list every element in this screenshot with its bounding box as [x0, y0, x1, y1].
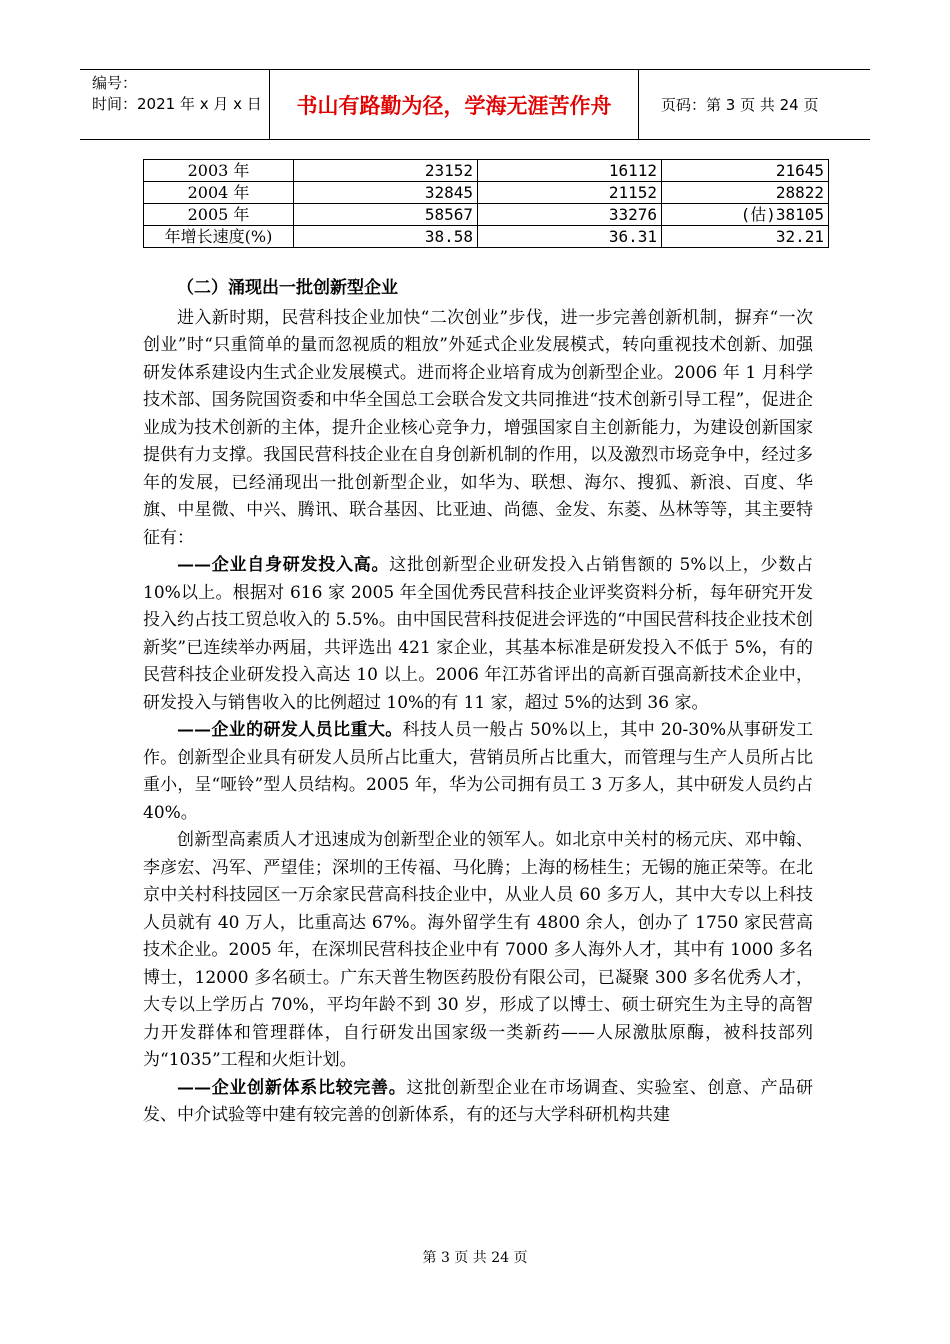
table-cell: 2003 年: [144, 160, 294, 182]
page-header: [80, 69, 870, 140]
paragraph-4: 创新型高素质人才迅速成为创新型企业的领军人。如北京中关村的杨元庆、邓中翰、李彦宏、冯军、严望佳；深圳的王传福、马化腾；上海的杨桂生；无锡的施正荣等。在北京中关村科技园区一万余家民营高科技企业中，从业人员 60 多万人，其中大专以上科技人员就有 40 万人，比重高达 67%。海外留学生有 4800 余人，创办了 1750 家民营高技术企业。2005 年，在深圳民营科技企业中有 7000 多人海外人才，其中有 1000 多名博士，12000 多名硕士。广东天普生物医药股份有限公司，已凝聚 300 多名优秀人才，大专以上学历占 70%，平均年龄不到 30 岁，形成了以博士、硕士研究生为主导的高智力开发群体和管理群体，自行研发出国家级一类新药——人尿激肽原酶，被科技部列为“1035”工程和火炬计划。: [143, 830, 813, 1070]
table-cell: 23152: [294, 160, 478, 182]
table-cell: 年增长速度(%): [144, 226, 294, 248]
table-cell: 28822: [662, 182, 829, 204]
header-motto: 书山有路勤为径，学海无涯苦作舟: [270, 70, 639, 139]
table-cell: 36.31: [478, 226, 662, 248]
table-cell: 33276: [478, 204, 662, 226]
page-footer: 第 3 页 共 24 页: [422, 1250, 528, 1266]
header-page-info: 页码：第 3 页 共 24 页: [661, 96, 819, 114]
table-cell: 58567: [294, 204, 478, 226]
stats-table: [143, 159, 829, 248]
table-cell: (估)38105: [662, 204, 829, 226]
table-cell: 16112: [478, 160, 662, 182]
header-meta: [80, 70, 270, 139]
document-body: [143, 275, 813, 1130]
table-cell: 21152: [478, 182, 662, 204]
paragraph-2-lead: ——企业自身研发投入高。: [177, 555, 390, 575]
paragraph-5-lead: ——企业创新体系比较完善。: [177, 1077, 407, 1098]
table-cell: 32845: [294, 182, 478, 204]
paragraph-2: [143, 552, 813, 717]
table-row: [144, 160, 829, 182]
paragraph-5: [143, 1075, 813, 1130]
table-row: [144, 204, 829, 226]
paragraph-5-text: 这批创新型企业在市场调查、实验室、创意、产品研发、中介试验等中建有较完善的创新体系，有的还与大学科研机构共建: [143, 1077, 814, 1125]
table-cell: 38.58: [294, 226, 478, 248]
table-cell: 2005 年: [144, 204, 294, 226]
paragraph-2-text: 这批创新型企业研发投入占销售额的 5%以上，少数占 10%以上。根据对 616 家 2005 年全国优秀民营科技企业评奖资料分析，每年研究开发投入约占技工贸总收入的 5.5%。由中国民营科技促进会评选的“中国民营科技企业技术创新奖”已连续举办两届，共评选出 421 家企业，其基本标准是研发投入不低于 5%，有的民营科技企业研发投入高达 10 以上。2006 年江苏省评出的高新百强高新技术企业中，研发投入与销售收入的比例超过 10%的有 11 家，超过 5%的达到 36 家。: [143, 555, 814, 713]
section-title: （二）涌现出一批创新型企业: [177, 278, 398, 298]
paragraph-3-text: 科技人员一般占 50%以上，其中 20-30%从事研发工作。创新型企业具有研发人员所占比重大，营销员所占比重大，而管理与生产人员所占比重小，呈“哑铃”型人员结构。2005 年，华为公司拥有员工 3 万多人，其中研发人员约占 40%。: [143, 720, 813, 823]
table-cell: 2004 年: [144, 182, 294, 204]
table-cell: 32.21: [662, 226, 829, 248]
paragraph-1: 进入新时期，民营科技企业加快“二次创业”步伐，进一步完善创新机制，摒弃“一次创业”时“只重简单的量而忽视质的粗放”外延式企业发展模式，转向重视技术创新、加强研发体系建设内生式企业发展模式。进而将企业培育成为创新型企业。2006 年 1 月科学技术部、国务院国资委和中华全国总工会联合发文共同推进“技术创新引导工程”，促进企业成为技术创新的主体，提升企业核心竞争力，增强国家自主创新能力，为建设创新国家提供有力支撑。我国民营科技企业在自身创新机制的作用，以及激烈市场竞争中，经过多年的发展，已经涌现出一批创新型企业，如华为、联想、海尔、搜狐、新浪、百度、华旗、中星微、中兴、腾讯、联合基因、比亚迪、尚德、金发、东菱、丛林等等，其主要特征有：: [143, 307, 813, 548]
paragraph-3: [143, 717, 813, 827]
table-cell: 21645: [662, 160, 829, 182]
paragraph-3-lead: ——企业的研发人员比重大。: [177, 720, 403, 740]
table-row: [144, 226, 829, 248]
doc-number-label: 编号：: [92, 74, 138, 92]
doc-time-label: 时间：2021 年 x 月 x 日: [92, 95, 262, 113]
table-row: [144, 182, 829, 204]
